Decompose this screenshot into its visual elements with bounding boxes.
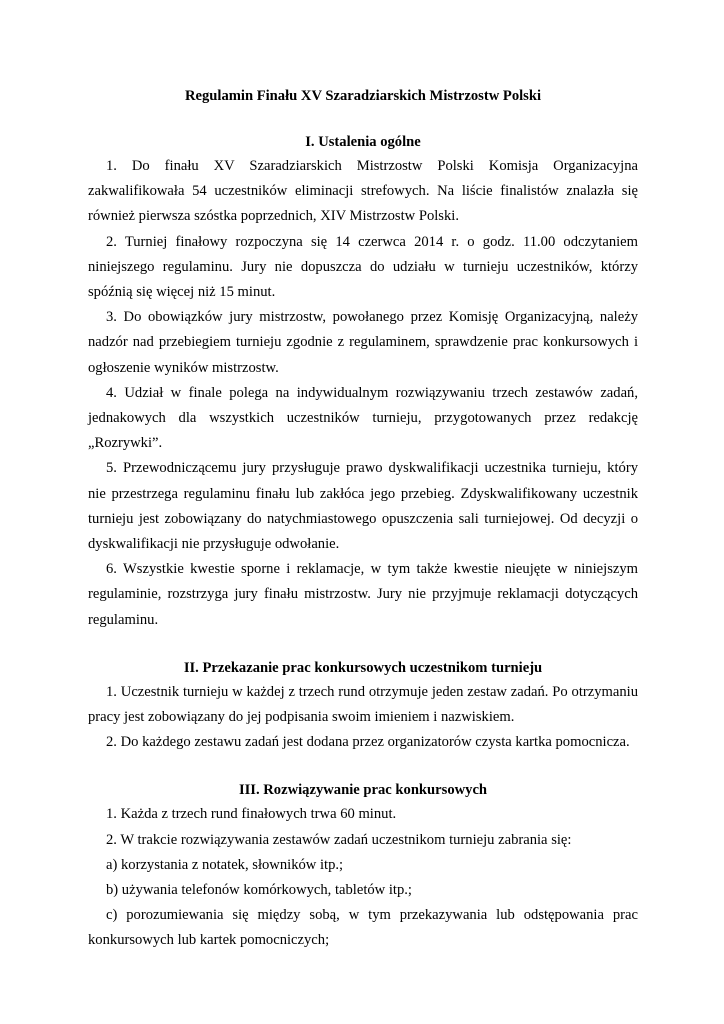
- paragraph: 6. Wszystkie kwestie sporne i reklamacje, w tym także kwestie nieujęte w niniejszym regulaminie, rozstrzyga jury finału mistrzostw. Jury nie przyjmuje reklamacji dotyczących regulaminu.: [88, 561, 638, 628]
- section-solving-works: [88, 780, 638, 953]
- document-title: Regulamin Finału XV Szaradziarskich Mistrzostw Polski: [184, 88, 542, 104]
- paragraph: 1. Każda z trzech rund finałowych trwa 60 minut.: [106, 806, 397, 823]
- section-general-provisions: [88, 132, 638, 633]
- section-heading: I. Ustalenia ogólne: [305, 134, 421, 150]
- list-item: a) korzystania z notatek, słowników itp.;: [106, 856, 344, 873]
- paragraph: 2. Do każdego zestawu zadań jest dodana przez organizatorów czysta kartka pomocnicza.: [106, 734, 630, 751]
- section-heading: III. Rozwiązywanie prac konkursowych: [238, 782, 488, 799]
- paragraph: 4. Udział w finale polega na indywidualnym rozwiązywaniu trzech zestawów zadań, jednakowych dla wszystkich uczestników turnieju, przygotowanych przez redakcję „Rozrywki”.: [88, 384, 638, 452]
- section-heading: II. Przekazanie prac konkursowych uczestnikom turnieju: [183, 659, 543, 676]
- list-item: b) używania telefonów komórkowych, tabletów itp.;: [106, 882, 412, 899]
- paragraph: 1. Uczestnik turnieju w każdej z trzech rund otrzymuje jeden zestaw zadań. Po otrzymaniu pracy jest zobowiązany do jej podpisania swoim imieniem i nazwiskiem.: [88, 683, 638, 726]
- paragraph: 2. Turniej finałowy rozpoczyna się 14 czerwca 2014 r. o godz. 11.00 odczytaniem niniejszego regulaminu. Jury nie dopuszcza do udziału w turnieju uczestników, którzy spóźnią się więcej niż 15 minut.: [88, 233, 638, 301]
- paragraph: 2. W trakcie rozwiązywania zestawów zadań uczestnikom turnieju zabrania się:: [106, 831, 572, 848]
- paragraph: 5. Przewodniczącemu jury przysługuje prawo dyskwalifikacji uczestnika turnieju, który nie przestrzega regulaminu finału lub zakłóca jego przebieg. Zdyskwalifikowany uczestnik turnieju jest zobowiązany do natychmiastowego opuszczenia sali turniejowej. Od decyzji o dyskwalifikacji nie przysługuje odwołanie.: [88, 460, 638, 553]
- document-page: [88, 86, 638, 954]
- section-handing-over-works: [88, 658, 638, 756]
- list-item: c) porozumiewania się między sobą, w tym przekazywania lub odstępowania prac konkursowych lub kartek pomocniczych;: [88, 907, 638, 949]
- paragraph: 1. Do finału XV Szaradziarskich Mistrzostw Polski Komisja Organizacyjna zakwalifikowała 54 uczestników eliminacji strefowych. Na liście finalistów znalazła się również pierwsza szóstka poprzednich, XIV Mistrzostw Polski.: [88, 158, 638, 225]
- paragraph: 3. Do obowiązków jury mistrzostw, powołanego przez Komisję Organizacyjną, należy nadzór nad przebiegiem turnieju zgodnie z regulaminem, sprawdzenie prac konkursowych i ogłoszenie wyników mistrzostw.: [88, 309, 638, 376]
